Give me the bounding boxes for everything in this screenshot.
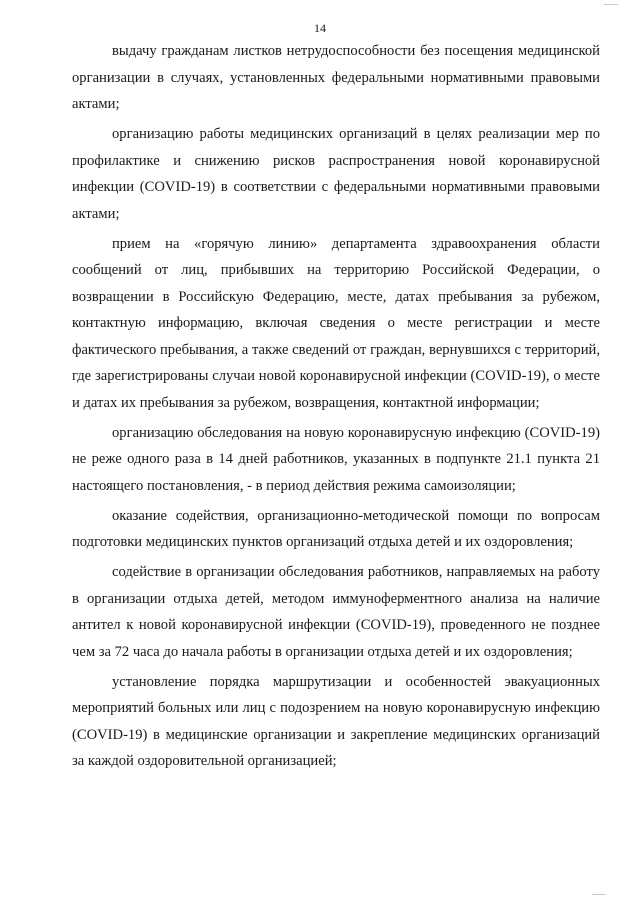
- paragraph-medical-organizations: организацию работы медицинских организаций в целях реализации мер по профилактике и снижению рисков распространения новой коронавирусной инфекции (COVID-19) в соответствии с федеральными нормативными правовыми актами;: [72, 126, 600, 222]
- paragraph-sick-leave: выдачу гражданам листков нетрудоспособности без посещения медицинской организации в случаях, установленных федеральными нормативными правовыми актами;: [72, 43, 600, 112]
- paragraph-medical-points: оказание содействия, организационно-методической помощи по вопросам подготовки медицинских пунктов организаций отдыха детей и их оздоровления;: [72, 507, 600, 550]
- paragraph-routing: установление порядка маршрутизации и особенностей эвакуационных мероприятий больных или лиц с подозрением на новую коронавирусную инфекцию (COVID-19) в медицинские организации и закрепление медицинских организаций за каждой оздоровительной организацией;: [72, 673, 600, 769]
- scan-mark-top: [604, 4, 618, 5]
- document-body: [72, 38, 600, 778]
- scan-mark-bottom: [592, 894, 606, 895]
- page-number: 14: [314, 21, 326, 35]
- paragraph-hotline: прием на «горячую линию» департамента здравоохранения области сообщений от лиц, прибывших на территорию Российской Федерации, о возвращении в Российскую Федерацию, месте, датах пребывания за рубежом, контактную информацию, включая сведения о месте регистрации и месте фактического пребывания, а также сведений от граждан, вернувшихся с территорий, где зарегистрированы случаи новой коронавирусной инфекции (COVID-19), о месте и датах их пребывания за рубежом, возвращения, контактной информации;: [72, 235, 600, 411]
- paragraph-antibody-testing: содействие в организации обследования работников, направляемых на работу в организации отдыха детей, методом иммуноферментного анализа на наличие антител к новой коронавирусной инфекции (COVID-19), проведенного не позднее чем за 72 часа до начала работы в организации отдыха детей и их оздоровления;: [72, 564, 600, 660]
- paragraph-testing: организацию обследования на новую коронавирусную инфекцию (COVID-19) не реже одного раза в 14 дней работников, указанных в подпункте 21.1 пункта 21 настоящего постановления, - в период действия режима самоизоляции;: [72, 424, 600, 494]
